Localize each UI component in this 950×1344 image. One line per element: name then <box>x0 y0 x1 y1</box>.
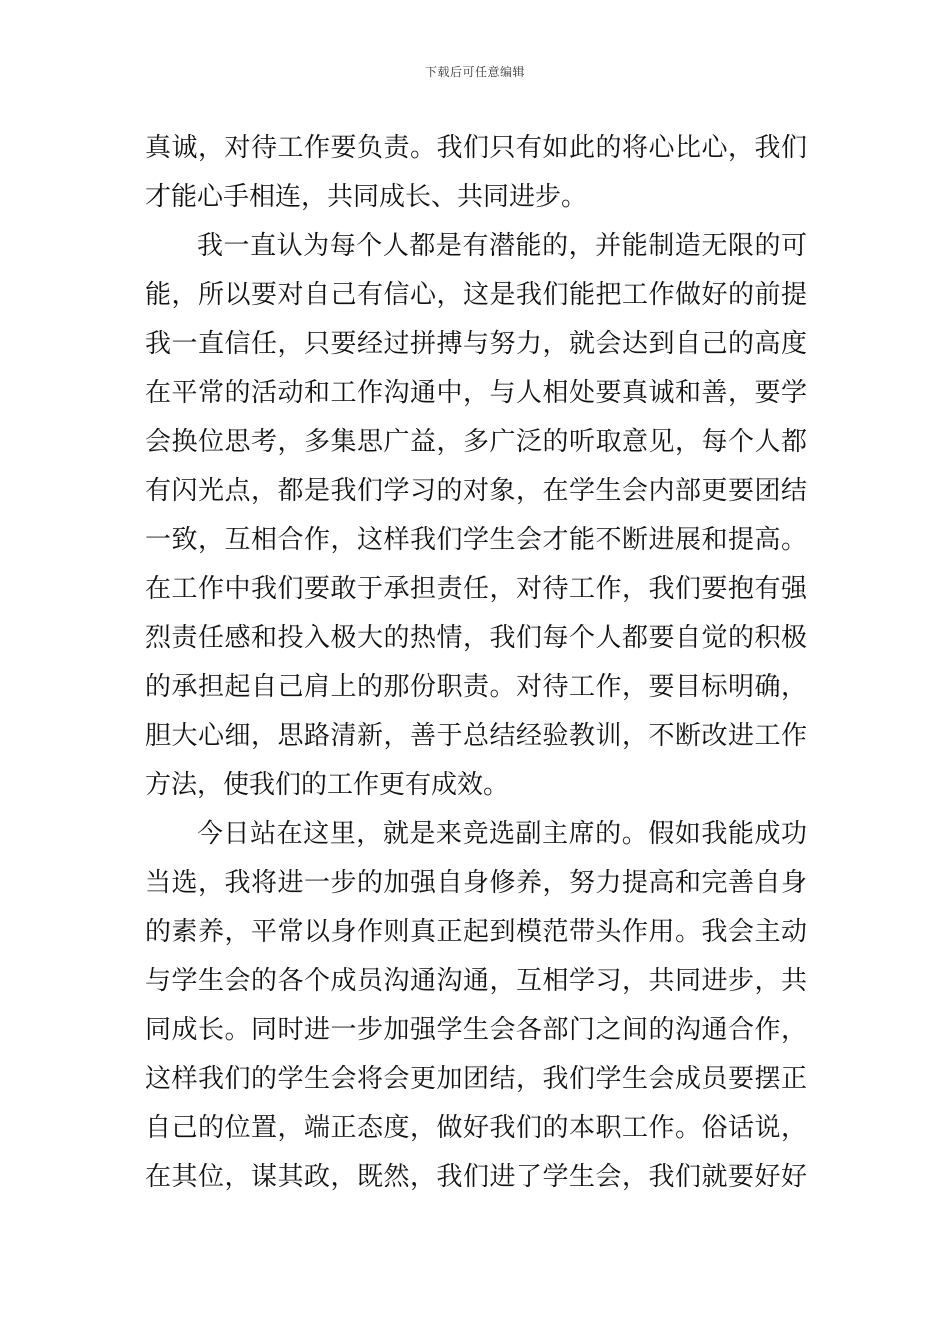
text-line: 当选，我将进一步的加强自身修养，努力提高和完善自身 <box>145 868 807 898</box>
text-line: 有闪光点，都是我们学习的对象，在学生会内部更要团结 <box>145 476 807 506</box>
text-line: 在平常的活动和工作沟通中，与人相处要真诚和善，要学 <box>145 378 807 408</box>
text-line: 在工作中我们要敢于承担责任，对待工作，我们要抱有强 <box>145 574 807 604</box>
text-line: 的素养，平常以身作则真正起到模范带头作用。我会主动 <box>145 917 807 947</box>
text-line: 与学生会的各个成员沟通沟通，互相学习，共同进步，共 <box>145 966 807 996</box>
text-line: 的承担起自己肩上的那份职责。对待工作，要目标明确， <box>145 672 807 702</box>
text-line: 真诚，对待工作要负责。我们只有如此的将心比心，我们 <box>145 133 807 163</box>
text-line: 同成长。同时进一步加强学生会各部门之间的沟通合作， <box>145 1015 807 1045</box>
text-line: 才能心手相连，共同成长、共同进步。 <box>145 182 588 212</box>
text-line: 我一直认为每个人都是有潜能的，并能制造无限的可 <box>197 231 807 261</box>
text-line: 能，所以要对自己有信心，这是我们能把工作做好的前提 <box>145 280 807 310</box>
text-line: 胆大心细，思路清新，善于总结经验教训，不断改进工作 <box>145 721 807 751</box>
text-line: 烈责任感和投入极大的热情，我们每个人都要自觉的积极 <box>145 623 807 653</box>
text-line: 我一直信任，只要经过拼搏与努力，就会达到自己的高度 <box>145 329 807 359</box>
text-line: 在其位，谋其政，既然，我们进了学生会，我们就要好好 <box>145 1162 807 1192</box>
text-line: 会换位思考，多集思广益，多广泛的听取意见，每个人都 <box>145 427 807 457</box>
text-line: 方法，使我们的工作更有成效。 <box>145 770 510 800</box>
page-header: 下载后可任意编辑 <box>424 65 525 79</box>
text-line: 这样我们的学生会将会更加团结，我们学生会成员要摆正 <box>145 1064 807 1094</box>
document-body <box>145 124 807 1202</box>
text-line: 今日站在这里，就是来竞选副主席的。假如我能成功 <box>197 819 807 849</box>
text-line: 自己的位置，端正态度，做好我们的本职工作。俗话说， <box>145 1113 807 1143</box>
text-line: 一致，互相合作，这样我们学生会才能不断进展和提高。 <box>145 525 807 555</box>
